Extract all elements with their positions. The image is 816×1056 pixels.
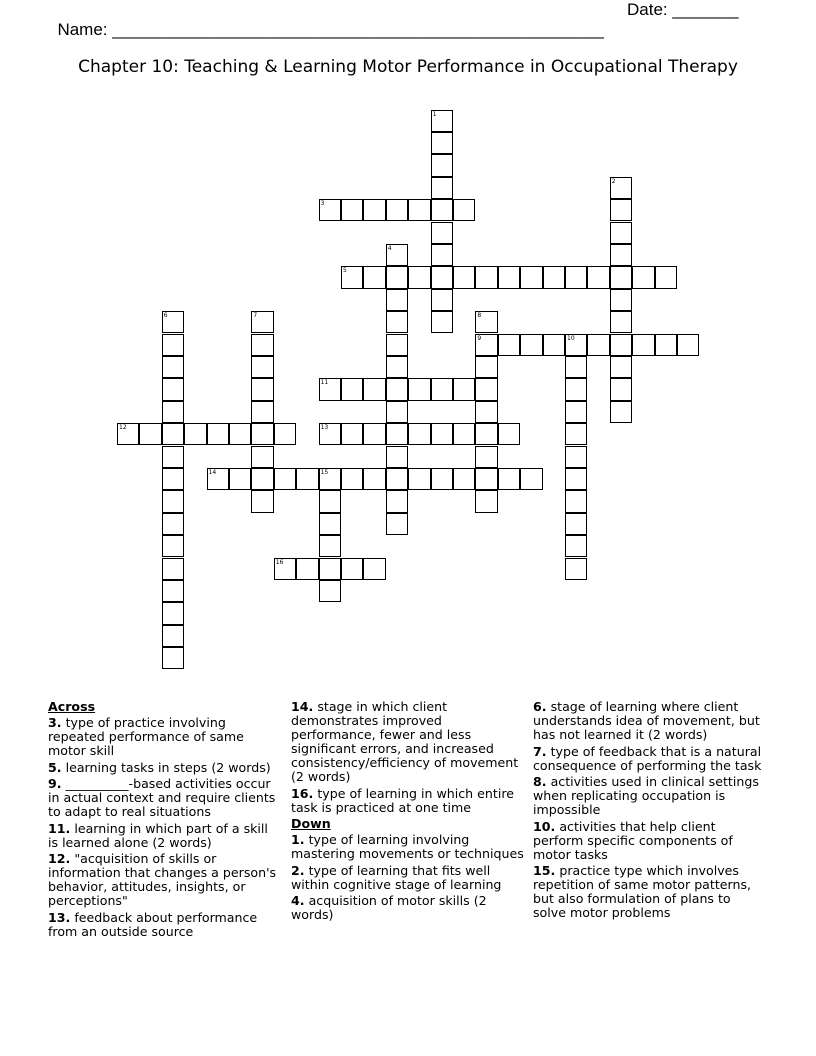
grid-cell[interactable] xyxy=(431,289,453,311)
grid-cell[interactable] xyxy=(498,423,520,445)
grid-cell[interactable] xyxy=(251,378,273,400)
grid-cell[interactable] xyxy=(251,490,273,512)
grid-cell[interactable] xyxy=(319,558,341,580)
grid-cell[interactable] xyxy=(386,378,408,400)
page-title: Chapter 10: Teaching & Learning Motor Performance in Occupational Therapy xyxy=(78,57,738,77)
grid-cell[interactable] xyxy=(632,334,654,356)
grid-cell[interactable] xyxy=(386,468,408,490)
cell-number: 13 xyxy=(320,424,329,432)
across-heading: Across xyxy=(48,699,96,714)
grid-cell[interactable] xyxy=(498,468,520,490)
grid-cell[interactable] xyxy=(453,423,475,445)
grid-cell[interactable] xyxy=(319,535,341,557)
clue-text: learning in which part of a skill is learned alone (2 words) xyxy=(48,820,268,850)
grid-cell[interactable] xyxy=(251,423,273,445)
clues-column-2 xyxy=(291,700,527,925)
grid-cell[interactable] xyxy=(632,266,654,288)
grid-cell[interactable] xyxy=(341,468,363,490)
grid-cell[interactable] xyxy=(520,266,542,288)
clue-across-5 xyxy=(48,761,280,775)
grid-cell[interactable] xyxy=(386,199,408,221)
grid-cell[interactable] xyxy=(498,334,520,356)
cell-number: 15 xyxy=(320,468,329,476)
grid-cell[interactable] xyxy=(565,334,587,356)
grid-cell[interactable] xyxy=(431,423,453,445)
grid-cell[interactable] xyxy=(341,266,363,288)
grid-cell[interactable] xyxy=(319,490,341,512)
clue-text: type of learning in which entire task is practiced at one time xyxy=(291,785,514,815)
grid-cell[interactable] xyxy=(251,311,273,333)
grid-cell[interactable] xyxy=(363,468,385,490)
cell-number: 1 xyxy=(432,110,437,118)
grid-cell[interactable] xyxy=(453,378,475,400)
grid-cell[interactable] xyxy=(475,468,497,490)
clue-number: 1. xyxy=(291,832,305,847)
clue-number: 2. xyxy=(291,862,305,878)
down-heading: Down xyxy=(291,816,331,831)
grid-cell[interactable] xyxy=(431,222,453,244)
clue-down-15 xyxy=(533,864,765,920)
grid-cell[interactable] xyxy=(162,558,184,580)
clue-down-6 xyxy=(533,700,765,742)
grid-cell[interactable] xyxy=(565,513,587,535)
grid-cell[interactable] xyxy=(319,423,341,445)
grid-cell[interactable] xyxy=(610,244,632,266)
grid-cell[interactable] xyxy=(431,468,453,490)
grid-cell[interactable] xyxy=(453,199,475,221)
cell-number: 14 xyxy=(208,468,217,476)
grid-cell[interactable] xyxy=(363,266,385,288)
clue-number: 11. xyxy=(48,820,71,836)
clue-text: "acquisition of skills or information that changes a person's behavior, attitudes, insights, or perceptions" xyxy=(48,851,277,908)
grid-cell[interactable] xyxy=(565,401,587,423)
cell-number: 5 xyxy=(343,267,347,275)
grid-cell[interactable] xyxy=(431,311,453,333)
grid-cell[interactable] xyxy=(565,490,587,512)
grid-cell[interactable] xyxy=(655,266,677,288)
grid-cell[interactable] xyxy=(162,625,184,647)
clue-number: 8. xyxy=(533,774,547,789)
grid-cell[interactable] xyxy=(319,513,341,535)
grid-cell[interactable] xyxy=(610,199,632,221)
name-line[interactable]: Name: ____________________________________________________ xyxy=(57,20,604,39)
grid-cell[interactable] xyxy=(565,356,587,378)
clue-text: activities that help client perform specific components of motor tasks xyxy=(533,818,733,862)
grid-cell[interactable] xyxy=(251,334,273,356)
grid-cell[interactable] xyxy=(475,266,497,288)
clue-number: 14. xyxy=(291,699,314,714)
grid-cell[interactable] xyxy=(475,356,497,378)
cell-number: 2 xyxy=(611,177,616,185)
grid-cell[interactable] xyxy=(319,468,341,490)
grid-cell[interactable] xyxy=(565,378,587,400)
grid-cell[interactable] xyxy=(386,513,408,535)
clue-down-1 xyxy=(291,833,527,861)
clue-text: type of learning involving mastering movements or techniques xyxy=(291,832,524,861)
grid-cell[interactable] xyxy=(610,266,632,288)
clues-column-3 xyxy=(533,700,765,923)
clue-down-8 xyxy=(533,775,765,817)
cell-number: 11 xyxy=(320,379,329,387)
grid-cell[interactable] xyxy=(565,423,587,445)
grid-cell[interactable] xyxy=(162,468,184,490)
clue-across-16 xyxy=(291,787,527,815)
grid-cell[interactable] xyxy=(543,334,565,356)
grid-cell[interactable] xyxy=(408,378,430,400)
clue-number: 7. xyxy=(533,743,547,759)
grid-cell[interactable] xyxy=(475,423,497,445)
grid-cell[interactable] xyxy=(386,490,408,512)
clue-text: __________-based activities occur in actual context and require clients to adapt to real situations xyxy=(48,776,276,819)
grid-cell[interactable] xyxy=(610,222,632,244)
grid-cell[interactable] xyxy=(341,558,363,580)
clue-text: activities used in clinical settings when replicating occupation is impossible xyxy=(533,774,759,817)
grid-cell[interactable] xyxy=(162,513,184,535)
grid-cell[interactable] xyxy=(408,468,430,490)
clue-number: 10. xyxy=(533,818,556,834)
grid-cell[interactable] xyxy=(319,580,341,602)
grid-cell[interactable] xyxy=(610,401,632,423)
grid-cell[interactable] xyxy=(610,334,632,356)
grid-cell[interactable] xyxy=(319,378,341,400)
grid-cell[interactable] xyxy=(207,468,229,490)
grid-cell[interactable] xyxy=(207,423,229,445)
clue-text: feedback about performance from an outside source xyxy=(48,909,258,939)
grid-cell[interactable] xyxy=(162,602,184,624)
grid-cell[interactable] xyxy=(162,311,184,333)
grid-cell[interactable] xyxy=(162,401,184,423)
grid-cell[interactable] xyxy=(520,334,542,356)
grid-cell[interactable] xyxy=(475,311,497,333)
grid-cell[interactable] xyxy=(162,580,184,602)
grid-cell[interactable] xyxy=(386,423,408,445)
grid-cell[interactable] xyxy=(386,289,408,311)
clue-across-11 xyxy=(48,822,280,850)
grid-cell[interactable] xyxy=(408,199,430,221)
grid-cell[interactable] xyxy=(274,423,296,445)
grid-cell[interactable] xyxy=(453,266,475,288)
grid-cell[interactable] xyxy=(587,334,609,356)
clue-down-10 xyxy=(533,820,765,862)
grid-cell[interactable] xyxy=(363,378,385,400)
clue-across-3 xyxy=(48,716,280,758)
grid-cell[interactable] xyxy=(162,446,184,468)
grid-cell[interactable] xyxy=(610,378,632,400)
clue-text: learning tasks in steps (2 words) xyxy=(65,759,271,775)
grid-cell[interactable] xyxy=(386,311,408,333)
grid-cell[interactable] xyxy=(162,356,184,378)
clue-number: 3. xyxy=(48,715,62,730)
grid-cell[interactable] xyxy=(475,378,497,400)
clue-number: 9. xyxy=(48,776,62,791)
grid-cell[interactable] xyxy=(363,558,385,580)
grid-cell[interactable] xyxy=(498,266,520,288)
grid-cell[interactable] xyxy=(296,468,318,490)
grid-cell[interactable] xyxy=(453,468,475,490)
grid-cell[interactable] xyxy=(565,535,587,557)
grid-cell[interactable] xyxy=(251,401,273,423)
grid-cell[interactable] xyxy=(655,334,677,356)
grid-cell[interactable] xyxy=(475,401,497,423)
grid-cell[interactable] xyxy=(162,423,184,445)
grid-cell[interactable] xyxy=(431,177,453,199)
grid-cell[interactable] xyxy=(162,535,184,557)
clue-across-14 xyxy=(291,700,527,784)
cell-number: 4 xyxy=(387,244,392,252)
grid-cell[interactable] xyxy=(274,468,296,490)
grid-cell[interactable] xyxy=(229,468,251,490)
clue-down-4 xyxy=(291,894,527,922)
grid-cell[interactable] xyxy=(296,558,318,580)
clue-down-2 xyxy=(291,864,527,892)
grid-cell[interactable] xyxy=(162,334,184,356)
grid-cell[interactable] xyxy=(431,199,453,221)
clue-text: practice type which involves repetition of same motor patterns, but also formulation of plans to solve motor problems xyxy=(533,863,752,920)
grid-cell[interactable] xyxy=(251,446,273,468)
grid-cell[interactable] xyxy=(117,423,139,445)
grid-cell[interactable] xyxy=(408,423,430,445)
grid-cell[interactable] xyxy=(229,423,251,445)
grid-cell[interactable] xyxy=(184,423,206,445)
clue-text: type of learning that fits well within cognitive stage of learning xyxy=(291,862,502,892)
grid-cell[interactable] xyxy=(139,423,161,445)
cell-number: 10 xyxy=(567,334,575,342)
grid-cell[interactable] xyxy=(386,401,408,423)
grid-cell[interactable] xyxy=(386,446,408,468)
grid-cell[interactable] xyxy=(363,199,385,221)
grid-cell[interactable] xyxy=(565,266,587,288)
grid-cell[interactable] xyxy=(587,266,609,288)
clue-text: stage of learning where client understands idea of movement, but has not learned it (2 words) xyxy=(533,699,760,742)
grid-cell[interactable] xyxy=(386,244,408,266)
grid-cell[interactable] xyxy=(162,647,184,669)
cell-number: 6 xyxy=(163,312,168,320)
grid-cell[interactable] xyxy=(341,378,363,400)
grid-cell[interactable] xyxy=(431,132,453,154)
clue-number: 4. xyxy=(291,893,305,908)
grid-cell[interactable] xyxy=(251,468,273,490)
grid-cell[interactable] xyxy=(251,356,273,378)
cell-number: 12 xyxy=(119,424,127,432)
grid-cell[interactable] xyxy=(475,446,497,468)
clue-across-9 xyxy=(48,777,280,819)
grid-cell[interactable] xyxy=(543,266,565,288)
grid-cell[interactable] xyxy=(610,289,632,311)
grid-cell[interactable] xyxy=(431,110,453,132)
grid-cell[interactable] xyxy=(431,154,453,176)
clue-number: 12. xyxy=(48,851,71,866)
clue-text: type of feedback that is a natural consequence of performing the task xyxy=(533,743,762,773)
grid-cell[interactable] xyxy=(677,334,699,356)
grid-cell[interactable] xyxy=(475,490,497,512)
grid-cell[interactable] xyxy=(386,266,408,288)
grid-cell[interactable] xyxy=(431,378,453,400)
cell-number: 9 xyxy=(477,334,482,342)
date-line[interactable]: Date: _______ xyxy=(627,0,739,19)
grid-cell[interactable] xyxy=(565,446,587,468)
grid-cell[interactable] xyxy=(386,334,408,356)
clue-down-7 xyxy=(533,745,765,773)
grid-cell[interactable] xyxy=(386,356,408,378)
clue-text: stage in which client demonstrates improved performance, fewer and less significant errors, and increased consistency/efficiency of movement (2 words) xyxy=(291,699,519,784)
grid-cell[interactable] xyxy=(363,423,385,445)
clue-across-13 xyxy=(48,911,280,939)
grid-cell[interactable] xyxy=(610,311,632,333)
grid-cell[interactable] xyxy=(162,490,184,512)
grid-cell[interactable] xyxy=(610,356,632,378)
grid-cell[interactable] xyxy=(162,378,184,400)
clue-number: 15. xyxy=(533,863,556,878)
clue-number: 16. xyxy=(291,785,314,801)
cell-number: 16 xyxy=(275,558,284,566)
grid-cell[interactable] xyxy=(520,468,542,490)
grid-cell[interactable] xyxy=(431,266,453,288)
clue-number: 5. xyxy=(48,759,62,775)
cell-number: 7 xyxy=(253,312,258,320)
clue-text: acquisition of motor skills (2 words) xyxy=(291,893,487,922)
grid-cell[interactable] xyxy=(341,423,363,445)
grid-cell[interactable] xyxy=(408,266,430,288)
clue-number: 13. xyxy=(48,909,71,925)
cell-number: 3 xyxy=(320,200,325,208)
grid-cell[interactable] xyxy=(274,558,296,580)
grid-cell[interactable] xyxy=(565,468,587,490)
grid-cell[interactable] xyxy=(431,244,453,266)
grid-cell[interactable] xyxy=(610,177,632,199)
grid-cell[interactable] xyxy=(475,334,497,356)
grid-cell[interactable] xyxy=(565,558,587,580)
grid-cell[interactable] xyxy=(341,199,363,221)
clue-number: 6. xyxy=(533,699,547,714)
grid-cell[interactable] xyxy=(319,199,341,221)
cell-number: 8 xyxy=(477,312,482,320)
clues-column-1 xyxy=(48,700,280,941)
clue-text: type of practice involving repeated performance of same motor skill xyxy=(48,715,244,758)
clue-across-12 xyxy=(48,852,280,908)
